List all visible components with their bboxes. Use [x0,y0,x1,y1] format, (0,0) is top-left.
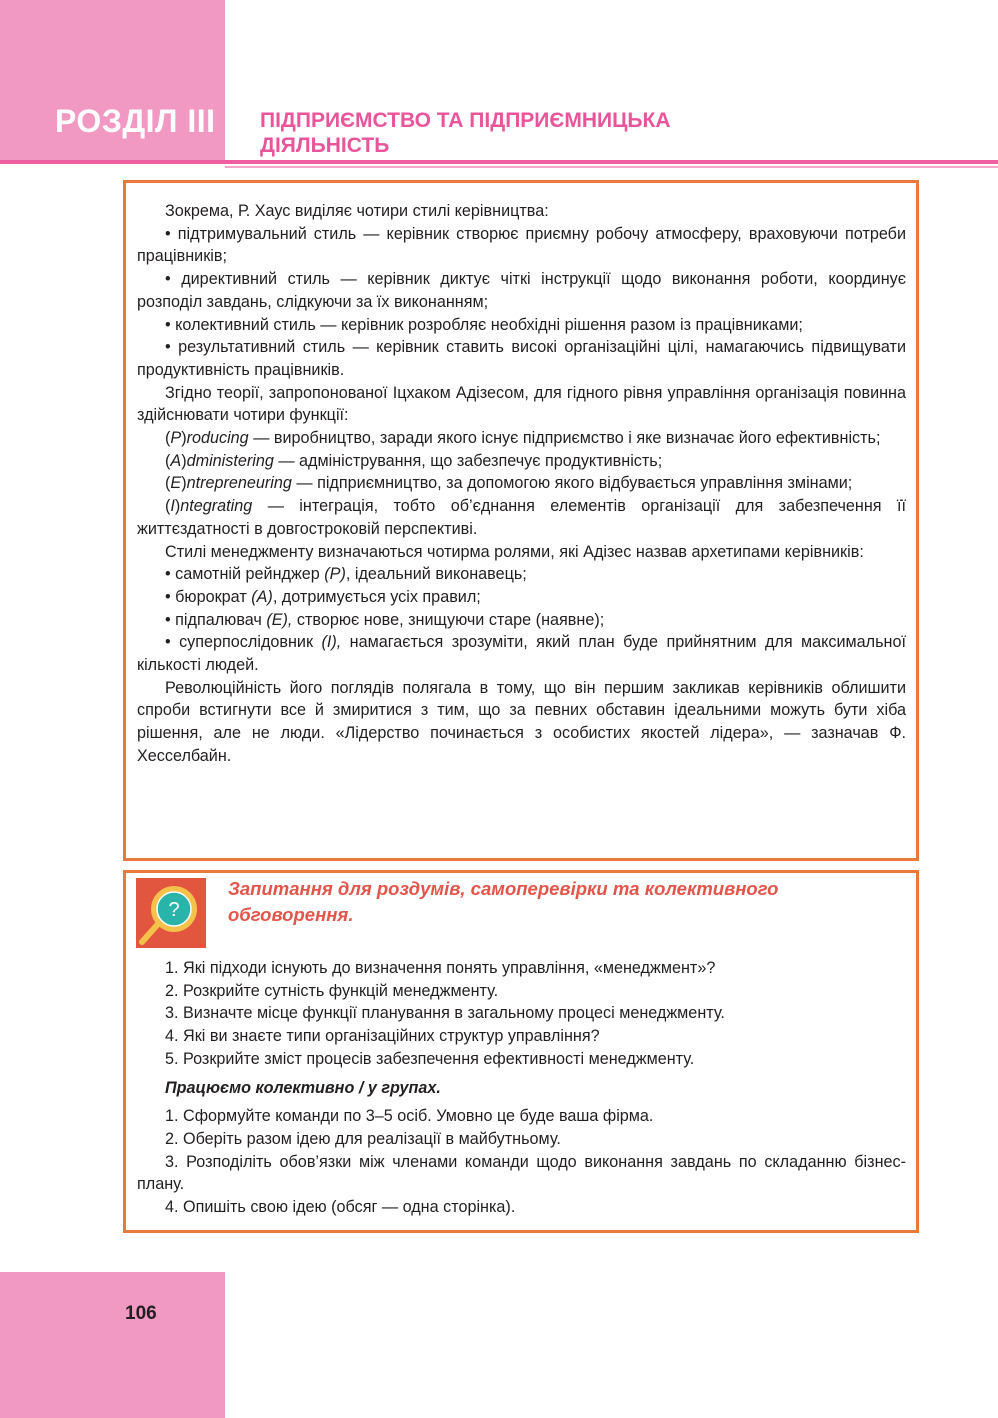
page-number: 106 [125,1303,157,1324]
list-item: 1. Які підходи існують до визначення понять управління, «менеджмент»? [165,959,716,977]
paragraph: • підтримувальний стиль — керівник створює приємну робочу атмосферу, враховуючи потреби працівників; [137,224,906,266]
section-title-line2: ДІЯЛЬНІСТЬ [260,134,390,157]
role-item: • самотній рейнджер (P), ідеальний виконавець; [165,565,527,584]
paragraph: Стилі менеджменту визначаються чотирма ролями, які Адізес назвав архетипами керівників: [165,542,864,561]
section-title-line1: ПІДПРИЄМСТВО ТА ПІДПРИЄМНИЦЬКА [260,109,671,132]
paragraph: • результативний стиль — керівник ставить високі організаційні цілі, намагаючись підвищувати продуктивність працівників. [137,338,906,379]
role-item: • бюрократ (A), дотримується усіх правил; [165,587,481,606]
list-item: 1. Сформуйте команди по 3–5 осіб. Умовно це буде ваша фірма. [165,1107,654,1126]
list-item: 4. Опишіть свою ідею (обсяг — одна сторінка). [165,1198,516,1217]
paragraph: • директивний стиль — керівник диктує чіткі інструкції щодо виконання роботи, координує розподіл завдань, слідкуючи за їх виконанням; [137,270,906,311]
questions-list [137,957,906,1219]
function-entrepreneuring: (E)ntrepreneuring — підприємництво, за допомогою якого відбувається управління змінами; [165,474,853,493]
header-rule-thin [225,166,998,168]
magnifier-question-icon [136,878,206,948]
main-text-box [123,180,919,861]
function-administering: (A)dministering — адміністрування, що забезпечує продуктивність; [165,451,663,470]
group-work-title: Працюємо колективно / у групах. [165,1078,441,1097]
list-item: 2. Оберіть разом ідею для реалізації в майбутньому. [165,1129,561,1148]
paragraph: Згідно теорії, запропонованої Іцхаком Адізесом, для гідного рівня управління організація повинна здійснювати чотири функції: [137,383,906,425]
function-producing: (P)roducing — виробництво, заради якого існує підприємство і яке визначає його ефективність; [165,429,881,448]
header-rule [0,160,998,164]
section-label: РОЗДІЛ III [55,103,216,139]
list-item: 5. Розкрийте зміст процесів забезпечення ефективності менеджменту. [165,1049,695,1068]
function-integrating: (I)ntegrating — інтеграція, тобто об’єднання елементів організації для забезпечення її життєздатності в довгостроковій перспективі. [137,497,906,538]
question-mark-glyph: ? [168,899,180,921]
paragraph: Революційність його поглядів полягала в тому, що він першим закликав керівників облишити спроби встигнути все й змиритися з тим, що за певних обставин ідеальними можуть бути хіба рішення, але не люди. «Лідерство починається з особистих якостей лідера», — зазначав Ф. Хесселбайн. [137,678,906,765]
role-item: • суперпослідовник (I), намагається зрозуміти, який план буде прийнятним для максимальної кількості людей. [137,633,907,675]
section-title [260,108,780,158]
paragraph: Зокрема, Р. Хаус виділяє чотири стилі керівництва: [165,202,549,220]
list-item: 4. Які ви знаєте типи організаційних структур управління? [165,1027,600,1046]
paragraph: • колективний стиль — керівник розробляє необхідні рішення разом із працівниками; [165,315,803,334]
role-item: • підпалювач (E), створює нове, знищуючи старе (наявне); [165,610,605,629]
list-item: 2. Розкрийте сутність функцій менеджменту. [165,981,499,1000]
list-item: 3. Розподіліть обов’язки між членами команди щодо виконання завдань по складанню бізнес-плану. [137,1152,906,1194]
questions-title: Запитання для роздумів, самоперевірки та колективного обговорення. [228,878,779,925]
questions-box [123,870,919,1233]
list-item: 3. Визначте місце функції планування в загальному процесі менеджменту. [165,1004,725,1023]
footer-band [0,1272,225,1418]
